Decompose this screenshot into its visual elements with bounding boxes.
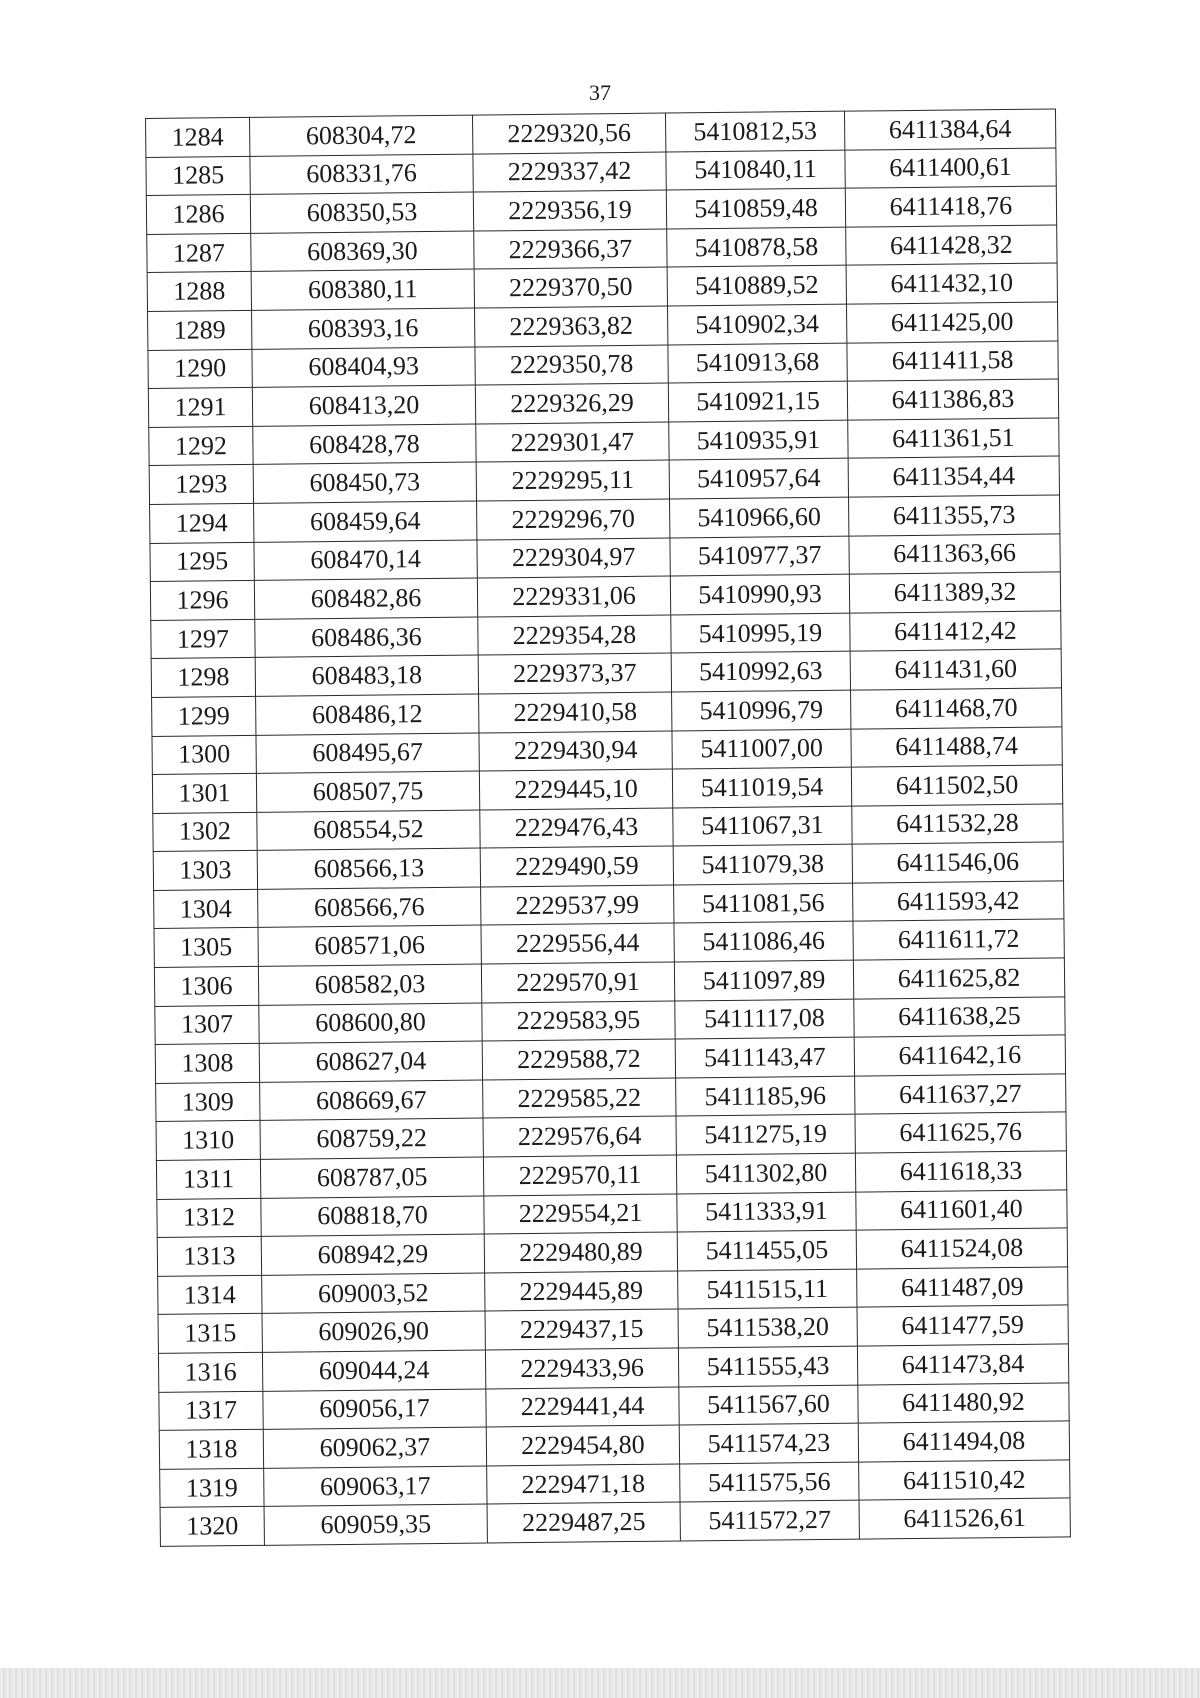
x-coordinate-cell: 608393,16 xyxy=(252,308,475,349)
x2-coordinate-cell: 5410812,53 xyxy=(665,111,844,151)
x2-coordinate-cell: 5411086,46 xyxy=(674,922,853,962)
x2-coordinate-cell: 5411117,08 xyxy=(675,999,854,1039)
point-number-cell: 1314 xyxy=(158,1275,262,1315)
x-coordinate-cell: 608495,67 xyxy=(256,733,479,774)
x-coordinate-cell: 608350,53 xyxy=(250,192,473,233)
x2-coordinate-cell: 5410992,63 xyxy=(671,651,850,691)
x-coordinate-cell: 608428,78 xyxy=(253,424,476,465)
x2-coordinate-cell: 5411079,38 xyxy=(673,844,852,884)
point-number-cell: 1300 xyxy=(152,735,256,775)
point-number-cell: 1295 xyxy=(150,542,254,582)
y2-coordinate-cell: 6411477,59 xyxy=(857,1305,1068,1346)
x-coordinate-cell: 608787,05 xyxy=(260,1157,483,1198)
y2-coordinate-cell: 6411642,16 xyxy=(854,1035,1065,1076)
y2-coordinate-cell: 6411502,50 xyxy=(851,765,1062,806)
point-number-cell: 1292 xyxy=(149,426,253,466)
y-coordinate-cell: 2229570,91 xyxy=(481,962,674,1003)
y-coordinate-cell: 2229471,18 xyxy=(487,1464,680,1505)
y-coordinate-cell: 2229554,21 xyxy=(484,1194,677,1235)
x-coordinate-cell: 608566,76 xyxy=(258,887,481,928)
y2-coordinate-cell: 6411428,32 xyxy=(846,225,1057,266)
y2-coordinate-cell: 6411625,82 xyxy=(853,958,1064,999)
x-coordinate-cell: 608486,12 xyxy=(256,694,479,735)
point-number-cell: 1286 xyxy=(146,195,250,235)
y-coordinate-cell: 2229326,29 xyxy=(475,383,668,424)
y2-coordinate-cell: 6411384,64 xyxy=(844,109,1055,150)
y-coordinate-cell: 2229437,15 xyxy=(485,1309,678,1350)
x2-coordinate-cell: 5411097,89 xyxy=(674,960,853,1000)
point-number-cell: 1312 xyxy=(157,1198,261,1238)
y2-coordinate-cell: 6411355,73 xyxy=(849,495,1060,536)
y-coordinate-cell: 2229301,47 xyxy=(476,422,669,463)
x-coordinate-cell: 608507,75 xyxy=(256,771,479,812)
y-coordinate-cell: 2229363,82 xyxy=(475,306,668,347)
x-coordinate-cell: 608669,67 xyxy=(260,1080,483,1121)
scan-edge-strip xyxy=(0,1668,1200,1698)
y-coordinate-cell: 2229304,97 xyxy=(477,538,670,579)
x2-coordinate-cell: 5411333,91 xyxy=(677,1192,856,1232)
x2-coordinate-cell: 5410996,79 xyxy=(672,690,851,730)
y-coordinate-cell: 2229583,95 xyxy=(482,1001,675,1042)
y2-coordinate-cell: 6411354,44 xyxy=(848,456,1059,497)
y2-coordinate-cell: 6411400,61 xyxy=(845,148,1056,189)
y-coordinate-cell: 2229433,96 xyxy=(485,1348,678,1389)
point-number-cell: 1297 xyxy=(151,619,255,659)
y-coordinate-cell: 2229585,22 xyxy=(483,1078,676,1119)
x-coordinate-cell: 608627,04 xyxy=(259,1041,482,1082)
y-coordinate-cell: 2229331,06 xyxy=(477,576,670,617)
y2-coordinate-cell: 6411431,60 xyxy=(850,649,1061,690)
y2-coordinate-cell: 6411418,76 xyxy=(845,186,1056,227)
y-coordinate-cell: 2229476,43 xyxy=(480,808,673,849)
x-coordinate-cell: 608380,11 xyxy=(251,269,474,310)
point-number-cell: 1302 xyxy=(153,812,257,852)
x2-coordinate-cell: 5410902,34 xyxy=(667,304,846,344)
x2-coordinate-cell: 5411455,05 xyxy=(677,1230,856,1270)
point-number-cell: 1301 xyxy=(152,773,256,813)
x2-coordinate-cell: 5411572,27 xyxy=(680,1500,859,1540)
point-number-cell: 1284 xyxy=(146,117,250,157)
y2-coordinate-cell: 6411611,72 xyxy=(853,919,1064,960)
x2-coordinate-cell: 5411302,80 xyxy=(676,1153,855,1193)
page-number: 37 xyxy=(589,80,611,105)
point-number-cell: 1285 xyxy=(146,156,250,196)
x2-coordinate-cell: 5411567,60 xyxy=(679,1385,858,1425)
y2-coordinate-cell: 6411637,27 xyxy=(855,1074,1066,1115)
x-coordinate-cell: 609056,17 xyxy=(263,1389,486,1430)
point-number-cell: 1296 xyxy=(150,581,254,621)
point-number-cell: 1309 xyxy=(156,1082,260,1122)
y-coordinate-cell: 2229410,58 xyxy=(479,692,672,733)
y2-coordinate-cell: 6411389,32 xyxy=(849,572,1060,613)
x-coordinate-cell: 608369,30 xyxy=(251,231,474,272)
y2-coordinate-cell: 6411593,42 xyxy=(853,881,1064,922)
point-number-cell: 1307 xyxy=(155,1005,259,1045)
x2-coordinate-cell: 5411143,47 xyxy=(675,1037,854,1077)
y-coordinate-cell: 2229490,59 xyxy=(480,846,673,887)
y2-coordinate-cell: 6411532,28 xyxy=(852,804,1063,845)
x2-coordinate-cell: 5410913,68 xyxy=(668,343,847,383)
y2-coordinate-cell: 6411411,58 xyxy=(847,341,1058,382)
y-coordinate-cell: 2229556,44 xyxy=(481,923,674,964)
point-number-cell: 1306 xyxy=(154,966,258,1006)
y2-coordinate-cell: 6411432,10 xyxy=(846,263,1057,304)
y2-coordinate-cell: 6411524,08 xyxy=(856,1228,1067,1269)
y-coordinate-cell: 2229537,99 xyxy=(481,885,674,926)
x2-coordinate-cell: 5410957,64 xyxy=(669,458,848,498)
y2-coordinate-cell: 6411412,42 xyxy=(850,611,1061,652)
y2-coordinate-cell: 6411546,06 xyxy=(852,842,1063,883)
x-coordinate-cell: 608759,22 xyxy=(260,1118,483,1159)
x-coordinate-cell: 608331,76 xyxy=(250,154,473,195)
x-coordinate-cell: 608470,14 xyxy=(254,540,477,581)
y2-coordinate-cell: 6411425,00 xyxy=(846,302,1057,343)
point-number-cell: 1315 xyxy=(158,1314,262,1354)
y-coordinate-cell: 2229366,37 xyxy=(474,229,667,270)
point-number-cell: 1288 xyxy=(147,272,251,312)
y-coordinate-cell: 2229354,28 xyxy=(478,615,671,656)
y2-coordinate-cell: 6411526,61 xyxy=(859,1498,1070,1539)
y2-coordinate-cell: 6411361,51 xyxy=(848,418,1059,459)
x2-coordinate-cell: 5411019,54 xyxy=(672,767,851,807)
x-coordinate-cell: 608404,93 xyxy=(252,347,475,388)
x-coordinate-cell: 609044,24 xyxy=(262,1350,485,1391)
y-coordinate-cell: 2229370,50 xyxy=(474,267,667,308)
x-coordinate-cell: 608413,20 xyxy=(252,385,475,426)
point-number-cell: 1320 xyxy=(160,1507,264,1547)
y2-coordinate-cell: 6411473,84 xyxy=(857,1344,1068,1385)
x-coordinate-cell: 608483,18 xyxy=(255,655,478,696)
x-coordinate-cell: 608304,72 xyxy=(249,115,472,156)
point-number-cell: 1293 xyxy=(149,465,253,505)
x2-coordinate-cell: 5410995,19 xyxy=(671,613,850,653)
coordinates-table xyxy=(145,108,1071,1546)
x2-coordinate-cell: 5410966,60 xyxy=(670,497,849,537)
x2-coordinate-cell: 5411575,56 xyxy=(680,1462,859,1502)
y2-coordinate-cell: 6411601,40 xyxy=(856,1190,1067,1231)
y2-coordinate-cell: 6411386,83 xyxy=(847,379,1058,420)
y2-coordinate-cell: 6411638,25 xyxy=(854,997,1065,1038)
x2-coordinate-cell: 5411007,00 xyxy=(672,729,851,769)
y2-coordinate-cell: 6411625,76 xyxy=(855,1112,1066,1153)
point-number-cell: 1317 xyxy=(159,1391,263,1431)
x-coordinate-cell: 608482,86 xyxy=(254,578,477,619)
y-coordinate-cell: 2229445,89 xyxy=(485,1271,678,1312)
point-number-cell: 1319 xyxy=(160,1468,264,1508)
y-coordinate-cell: 2229295,11 xyxy=(476,460,669,501)
y2-coordinate-cell: 6411488,74 xyxy=(851,726,1062,767)
y-coordinate-cell: 2229445,10 xyxy=(479,769,672,810)
x2-coordinate-cell: 5411555,43 xyxy=(678,1346,857,1386)
table-row xyxy=(160,1498,1070,1546)
point-number-cell: 1308 xyxy=(155,1044,259,1084)
y2-coordinate-cell: 6411487,09 xyxy=(857,1267,1068,1308)
x-coordinate-cell: 608942,29 xyxy=(261,1234,484,1275)
y-coordinate-cell: 2229296,70 xyxy=(477,499,670,540)
point-number-cell: 1303 xyxy=(153,851,257,891)
point-number-cell: 1298 xyxy=(151,658,255,698)
x2-coordinate-cell: 5410878,58 xyxy=(667,227,846,267)
y-coordinate-cell: 2229356,19 xyxy=(473,190,666,231)
point-number-cell: 1316 xyxy=(158,1352,262,1392)
point-number-cell: 1287 xyxy=(147,233,251,273)
x-coordinate-cell: 608554,52 xyxy=(257,810,480,851)
x-coordinate-cell: 608818,70 xyxy=(261,1196,484,1237)
x2-coordinate-cell: 5410990,93 xyxy=(670,574,849,614)
x2-coordinate-cell: 5410840,11 xyxy=(666,150,845,190)
x2-coordinate-cell: 5410977,37 xyxy=(670,536,849,576)
point-number-cell: 1290 xyxy=(148,349,252,389)
x-coordinate-cell: 608566,13 xyxy=(257,848,480,889)
point-number-cell: 1310 xyxy=(156,1121,260,1161)
x2-coordinate-cell: 5411574,23 xyxy=(679,1423,858,1463)
x2-coordinate-cell: 5411067,31 xyxy=(673,806,852,846)
point-number-cell: 1311 xyxy=(156,1159,260,1199)
point-number-cell: 1291 xyxy=(148,388,252,428)
y2-coordinate-cell: 6411510,42 xyxy=(859,1460,1070,1501)
point-number-cell: 1313 xyxy=(157,1237,261,1277)
y-coordinate-cell: 2229320,56 xyxy=(472,113,665,154)
x-coordinate-cell: 609062,37 xyxy=(263,1427,486,1468)
y-coordinate-cell: 2229588,72 xyxy=(482,1039,675,1080)
y-coordinate-cell: 2229441,44 xyxy=(486,1387,679,1428)
y-coordinate-cell: 2229350,78 xyxy=(475,345,668,386)
y-coordinate-cell: 2229373,37 xyxy=(478,653,671,694)
x2-coordinate-cell: 5410859,48 xyxy=(666,188,845,228)
y2-coordinate-cell: 6411363,66 xyxy=(849,533,1060,574)
x2-coordinate-cell: 5411275,19 xyxy=(676,1115,855,1155)
point-number-cell: 1304 xyxy=(154,889,258,929)
x-coordinate-cell: 608571,06 xyxy=(258,925,481,966)
y-coordinate-cell: 2229337,42 xyxy=(473,152,666,193)
y-coordinate-cell: 2229430,94 xyxy=(479,731,672,772)
y-coordinate-cell: 2229487,25 xyxy=(487,1502,680,1543)
x2-coordinate-cell: 5410935,91 xyxy=(669,420,848,460)
x2-coordinate-cell: 5411185,96 xyxy=(676,1076,855,1116)
x2-coordinate-cell: 5410889,52 xyxy=(667,266,846,306)
x-coordinate-cell: 608600,80 xyxy=(259,1003,482,1044)
y-coordinate-cell: 2229576,64 xyxy=(483,1116,676,1157)
point-number-cell: 1299 xyxy=(152,696,256,736)
y2-coordinate-cell: 6411494,08 xyxy=(858,1421,1069,1462)
y2-coordinate-cell: 6411618,33 xyxy=(855,1151,1066,1192)
x2-coordinate-cell: 5411515,11 xyxy=(678,1269,857,1309)
y-coordinate-cell: 2229454,80 xyxy=(486,1425,679,1466)
point-number-cell: 1289 xyxy=(148,310,252,350)
y2-coordinate-cell: 6411468,70 xyxy=(851,688,1062,729)
x-coordinate-cell: 609059,35 xyxy=(264,1504,487,1545)
coordinates-table-body xyxy=(146,109,1071,1546)
x-coordinate-cell: 609063,17 xyxy=(264,1466,487,1507)
point-number-cell: 1294 xyxy=(150,503,254,543)
y-coordinate-cell: 2229480,89 xyxy=(484,1232,677,1273)
x-coordinate-cell: 608486,36 xyxy=(255,617,478,658)
x-coordinate-cell: 608582,03 xyxy=(258,964,481,1005)
x-coordinate-cell: 608450,73 xyxy=(253,462,476,503)
x2-coordinate-cell: 5411538,20 xyxy=(678,1308,857,1348)
point-number-cell: 1305 xyxy=(154,928,258,968)
x2-coordinate-cell: 5410921,15 xyxy=(668,381,847,421)
x-coordinate-cell: 609003,52 xyxy=(262,1273,485,1314)
x-coordinate-cell: 609026,90 xyxy=(262,1311,485,1352)
point-number-cell: 1318 xyxy=(159,1430,263,1470)
y2-coordinate-cell: 6411480,92 xyxy=(858,1382,1069,1423)
x-coordinate-cell: 608459,64 xyxy=(254,501,477,542)
x2-coordinate-cell: 5411081,56 xyxy=(674,883,853,923)
y-coordinate-cell: 2229570,11 xyxy=(483,1155,676,1196)
